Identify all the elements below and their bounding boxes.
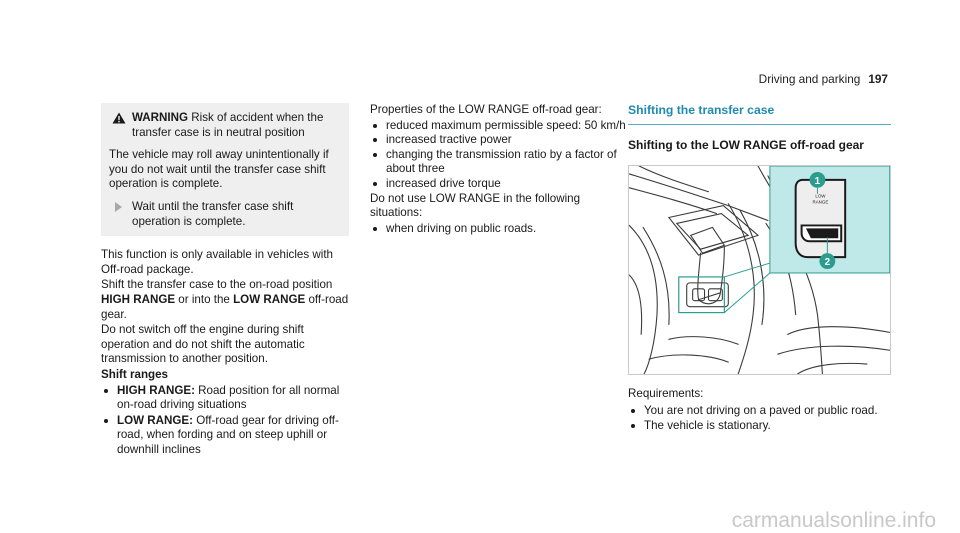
shift-instruction-text — [101, 278, 349, 322]
watermark-text: carmanualsonline.info — [731, 509, 936, 533]
bullet-icon — [104, 419, 108, 423]
range-label: LOW RANGE: — [117, 413, 193, 427]
bullet-icon — [373, 153, 377, 157]
list-item: The vehicle is stationary. — [628, 419, 891, 434]
availability-text: This function is only available in vehicles with Off-road package. — [101, 248, 333, 276]
bullet-icon — [631, 424, 635, 428]
svg-text:LOW: LOW — [815, 193, 826, 199]
properties-intro: Properties of the LOW RANGE off-road gear: — [370, 103, 602, 116]
properties-list — [370, 119, 632, 192]
section-title: Shifting the transfer case — [628, 103, 891, 125]
engine-note-text: Do not switch off the engine during shift operation and do not shift the automatic transmission to another position. — [101, 323, 305, 366]
list-item: You are not driving on a paved or public road. — [628, 404, 891, 419]
shift-ranges-list — [101, 384, 349, 458]
list-item — [101, 414, 349, 458]
range-text: Off-road gear for driving off-road, when fording and on steep uphill or downhill inclines — [117, 413, 339, 456]
requirements-label: Requirements: — [628, 387, 704, 401]
warning-title: Risk of accident when the transfer case is in neutral position — [132, 111, 324, 139]
shift-text-mid: or into the — [175, 292, 234, 306]
warning-instruction-text: Wait until the transfer case shift operation is complete. — [132, 199, 294, 228]
bullet-icon — [631, 409, 635, 413]
page-header — [759, 72, 888, 87]
subsection-title: Shifting to the LOW RANGE off-road gear — [628, 137, 864, 152]
svg-text:2: 2 — [824, 257, 831, 269]
header-section: Driving and parking — [758, 72, 861, 86]
transfer-case-illustration — [628, 165, 891, 375]
warning-body: The vehicle may roll away unintentionally if you do not wait until the transfer case shift operation is complete. — [109, 148, 329, 191]
bullet-icon — [373, 138, 377, 142]
high-range-term: HIGH RANGE — [101, 292, 176, 306]
list-item: when driving on public roads. — [370, 222, 632, 237]
warning-header — [109, 111, 341, 140]
list-item — [101, 384, 349, 413]
shift-ranges-heading: Shift ranges — [101, 367, 168, 381]
column-left — [101, 103, 349, 458]
column-middle — [370, 103, 632, 236]
column-right — [628, 103, 891, 435]
situations-list — [370, 222, 632, 237]
requirements-list — [628, 404, 891, 434]
range-label: HIGH RANGE: — [117, 383, 195, 397]
svg-text:1: 1 — [814, 176, 821, 188]
warning-box — [101, 103, 349, 236]
bullet-icon — [373, 124, 377, 128]
instruction-arrow-icon — [115, 202, 122, 212]
warning-instruction — [109, 200, 341, 229]
dont-use-text: Do not use LOW RANGE in the following situations: — [370, 191, 581, 220]
bullet-icon — [373, 227, 377, 231]
svg-text:RANGE: RANGE — [812, 199, 829, 205]
list-item: increased tractive power — [370, 133, 632, 148]
low-range-term: LOW RANGE — [233, 292, 306, 306]
bullet-icon — [104, 389, 108, 393]
warning-label: WARNING — [132, 111, 189, 124]
warning-triangle-icon — [112, 112, 126, 124]
shift-text-after: off-road gear. — [101, 292, 349, 321]
page-number: 197 — [868, 72, 888, 86]
footer — [0, 502, 960, 533]
list-item: changing the transmission ratio by a factor of about three — [370, 148, 632, 177]
list-item: reduced maximum permissible speed: 50 km/h — [370, 119, 632, 134]
shift-text-before: Shift the transfer case to the on-road position — [101, 278, 333, 292]
bullet-icon — [373, 182, 377, 186]
list-item: increased drive torque — [370, 177, 632, 192]
range-text: Road position for all normal on-road driving situations — [117, 383, 340, 412]
